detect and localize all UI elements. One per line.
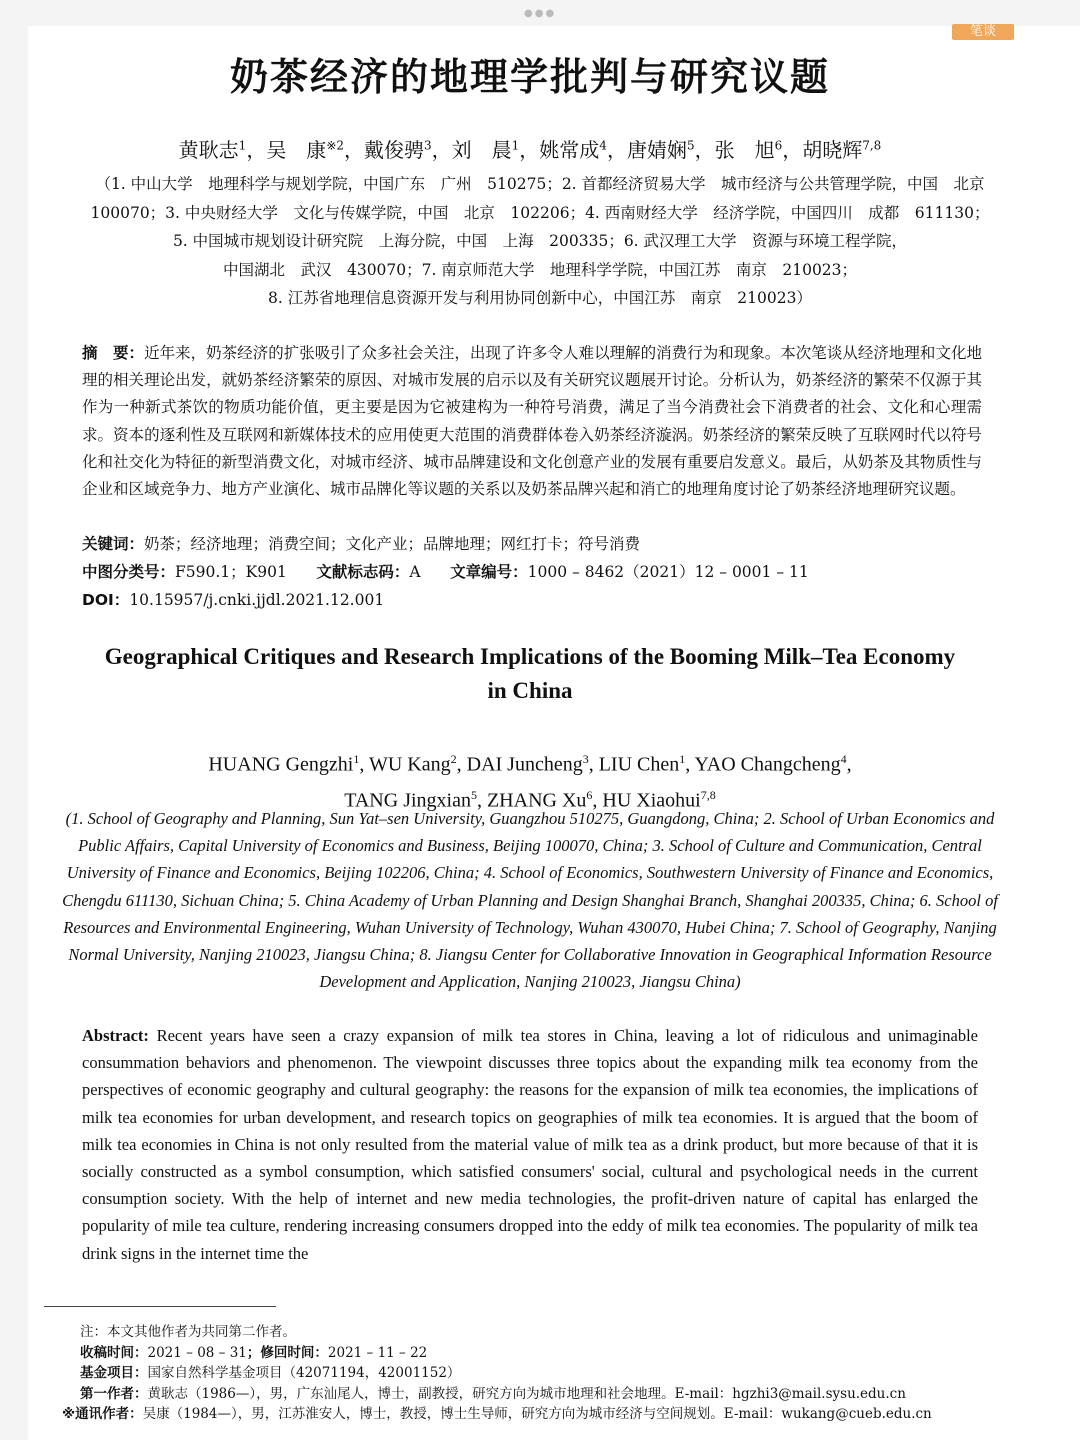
footnote-corresponding <box>62 1404 1022 1425</box>
author-affiliation-mark: ※2 <box>326 138 345 153</box>
author-affiliation-mark: 2 <box>450 752 457 766</box>
author-affiliation-mark: 3 <box>582 752 589 766</box>
doi-label: DOI： <box>82 591 130 609</box>
abstract-en-label: Abstract: <box>82 1026 149 1045</box>
doi <box>82 588 982 610</box>
author-affiliation-mark: 7,8 <box>862 138 882 153</box>
article-no-value: 1000 – 8462（2021）12 – 0001 – 11 <box>527 563 809 581</box>
affiliations-en: (1. School of Geography and Planning, Sun Yat–sen University, Guangzhou 510275, Guangdong, China; 2. School of Urban Economics and Public Affairs, Capital University of Economics and Business, Beijing 100070, China; 3. School of Culture and Communication, Central University of Finance and Economics, Beijing 102206, China; 4. School of Economics, Southwestern University of Finance and Economics, Chengdu 611130, Sichuan China; 5. China Academy of Urban Planning and Design Shanghai Branch, Shanghai 200335, China; 6. School of Resources and Environmental Engineering, Wuhan University of Technology, Wuhan 430070, Hubei China; 7. School of Geography, Nanjing Normal University, Nanjing 210023, Jiangsu China; 8. Jiangsu Center for Collaborative Innovation in Geographical Information Resource Development and Application, Nanjing 210023, Jiangsu China) <box>62 809 998 992</box>
author-affiliation-mark: 1 <box>238 138 247 153</box>
author-name: 刘 晨 <box>451 138 512 162</box>
author-affiliation-mark: 6 <box>774 138 783 153</box>
author-name: HUANG Gengzhi <box>208 753 354 776</box>
author-affiliation-mark: 1 <box>679 752 686 766</box>
author-affiliation-mark: 7,8 <box>700 787 716 802</box>
author-name: 唐婧娴 <box>626 138 687 162</box>
author-name: 戴俊骋 <box>364 138 425 162</box>
footnote-first-author <box>62 1384 1022 1405</box>
corresponding-text: 吴康（1984—），男，江苏淮安人，博士，教授，博士生导师，研究方向为城市经济与空间规划。E-mail：wukang@cueb.edu.cn <box>142 1406 932 1422</box>
classification <box>82 560 982 582</box>
author-name: 张 旭 <box>714 138 775 162</box>
affiliation-line: （1. 中山大学 地理科学与规划学院，中国广东 广州 510275；2. 首都经济贸易大学 城市经济与公共管理学院，中国 北京 <box>95 175 985 193</box>
author-name: 吴 康 <box>266 138 327 162</box>
author-name: TANG Jingxian <box>344 789 471 812</box>
abstract-cn-text: 近年来，奶茶经济的扩张吸引了众多社会关注，出现了许多令人难以理解的消费行为和现象。本次笔谈从经济地理和文化地理的相关理论出发，就奶茶经济繁荣的原因、对城市发展的启示以及有关研究议题展开讨论。分析认为，奶茶经济的繁荣不仅源于其作为一种新式茶饮的物质功能价值，更主要是因为它被建构为一种符号消费，满足了当今消费社会下消费者的社会、文化和心理需求。资本的逐利性及互联网和新媒体技术的应用使更大范围的消费群体卷入奶茶经济漩涡。奶茶经济的繁荣反映了互联网时代以符号化和社交化为特征的新型消费文化，对城市经济、城市品牌建设和文化创意产业的发展有重要启发意义。最后，从奶茶及其物质性与企业和区域竞争力、地方产业演化、城市品牌化等议题的关系以及奶茶品牌兴起和消亡的地理角度讨论了奶茶经济地理研究议题。 <box>82 344 982 499</box>
author-name: 胡晓辉 <box>802 138 863 162</box>
doc-code-label: 文献标志码： <box>316 563 410 581</box>
clc-value: F590.1；K901 <box>175 563 287 581</box>
title-cn: 奶茶经济的地理学批判与研究议题 <box>229 55 830 99</box>
corresponding-label: ※通讯作者： <box>62 1406 143 1422</box>
footnotes <box>62 1322 1022 1425</box>
section-tag: 笔谈 <box>952 24 1014 40</box>
author-affiliation-mark: 4 <box>599 138 607 153</box>
author-affiliation-mark: 4 <box>840 752 847 766</box>
abstract-en-text: Recent years have seen a crazy expansion of milk tea stores in China, leaving a lot of ridiculous and unimaginable consummation behaviors and phenomenon. The viewpoint discusses three topics about the expanding milk tea economy from the perspectives of economic geography and cultural geography: the reasons for the expansion of milk tea economies, the implications of milk tea economies for urban development, and research topics on geographies of milk tea economies. It is argued that the boom of milk tea economies in China is not only resulted from the material value of milk tea as a drink product, but more because of that it is socially constructed as a symbol consumption, which satisfied consumers' social, cultural and psychological needs in the current consumption society. With the help of internet and new media technologies, the profit-driven nature of capital has enlarged the popularity of mile tea culture, rendering increasing consumers dropped into the eddy of milk tea economies. The popularity of milk tea drink signs in the internet time the <box>82 1026 978 1263</box>
title-en: Geographical Critiques and Research Implications of the Booming Milk–Tea Economy in China <box>104 644 956 703</box>
abstract-en <box>82 1022 978 1272</box>
author-name: HU Xiaohui <box>602 789 701 812</box>
author-name: 姚常成 <box>539 138 600 162</box>
footnote-fund <box>62 1363 1022 1384</box>
author-name: LIU Chen <box>598 753 680 776</box>
fund-label: 基金项目： <box>80 1365 148 1381</box>
author-name: DAI Juncheng <box>466 753 583 776</box>
abstract-cn-label: 摘 要： <box>82 344 145 362</box>
footnote-note: 注：本文其他作者为共同第二作者。 <box>80 1324 296 1340</box>
affiliations-cn <box>50 170 1030 313</box>
keywords-text: 奶茶；经济地理；消费空间；文化产业；品牌地理；网红打卡；符号消费 <box>144 535 641 553</box>
affiliation-line: 5. 中国城市规划设计研究院 上海分院，中国 上海 200335；6. 武汉理工大学 资源与环境工程学院， <box>172 232 908 250</box>
scroll-handle[interactable]: ●●● <box>524 8 557 19</box>
keywords-label: 关键词： <box>82 535 145 553</box>
received-date: 2021 – 08 – 31 <box>147 1344 247 1361</box>
keywords <box>82 532 982 554</box>
article-no-label: 文章编号： <box>450 563 528 581</box>
author-name: 黄耿志 <box>178 138 239 162</box>
first-author-text: 黄耿志（1986—），男，广东汕尾人，博士，副教授，研究方向为城市地理和社会地理。E-mail：hgzhi3@mail.sysu.edu.cn <box>147 1385 906 1402</box>
authors-en: HUANG Gengzhi$^1$, WU Kang$^2$, DAI Juncheng$^3$, LIU Chen$^1$, YAO Changcheng$^4$, TANG Jingxian$^5$, ZHANG Xu$^6$, HU Xiaohui$^{7,8}$ <box>208 752 852 812</box>
footnote-dates <box>62 1343 1022 1364</box>
clc-label: 中图分类号： <box>82 563 176 581</box>
doc-code-value: A <box>409 563 421 581</box>
affiliation-line: 8. 江苏省地理信息资源开发与利用协同创新中心，中国江苏 南京 210023） <box>268 289 812 307</box>
author-affiliation-mark: 6 <box>586 787 593 802</box>
author-affiliation-mark: 5 <box>686 138 695 153</box>
revised-label: ；修回时间： <box>246 1344 328 1361</box>
author-name: YAO Changcheng <box>694 753 841 776</box>
author-affiliation-mark: 1 <box>511 138 520 153</box>
author-affiliation-mark: 1 <box>353 752 360 766</box>
doi-value[interactable]: 10.15957/j.cnki.jjdl.2021.12.001 <box>129 591 385 609</box>
authors-cn: 黄耿志$^1$，吴 康$^{※2}$，戴俊骋$^3$，刘 晨$^1$，姚常成$^4$，唐婧娴$^5$，张 旭$^6$，胡晓辉$^{7,8}$ <box>178 138 882 162</box>
affiliation-line: 中国湖北 武汉 430070；7. 南京师范大学 地理科学学院，中国江苏 南京 210023； <box>222 260 858 279</box>
abstract-cn <box>82 340 982 503</box>
fund-text: 国家自然科学基金项目（42071194，42001152） <box>147 1365 461 1381</box>
author-affiliation-mark: 5 <box>470 787 477 802</box>
affiliation-line: 100070；3. 中央财经大学 文化与传媒学院，中国 北京 102206；4. 西南财经大学 经济学院，中国四川 成都 611130； <box>90 203 990 222</box>
author-affiliation-mark: 3 <box>424 138 432 153</box>
received-label: 收稿时间： <box>80 1344 148 1361</box>
author-name: ZHANG Xu <box>486 789 587 812</box>
first-author-label: 第一作者： <box>80 1385 148 1402</box>
author-name: WU Kang <box>368 753 451 776</box>
footnote-divider <box>44 1306 276 1307</box>
revised-date: 2021 – 11 – 22 <box>327 1344 428 1361</box>
